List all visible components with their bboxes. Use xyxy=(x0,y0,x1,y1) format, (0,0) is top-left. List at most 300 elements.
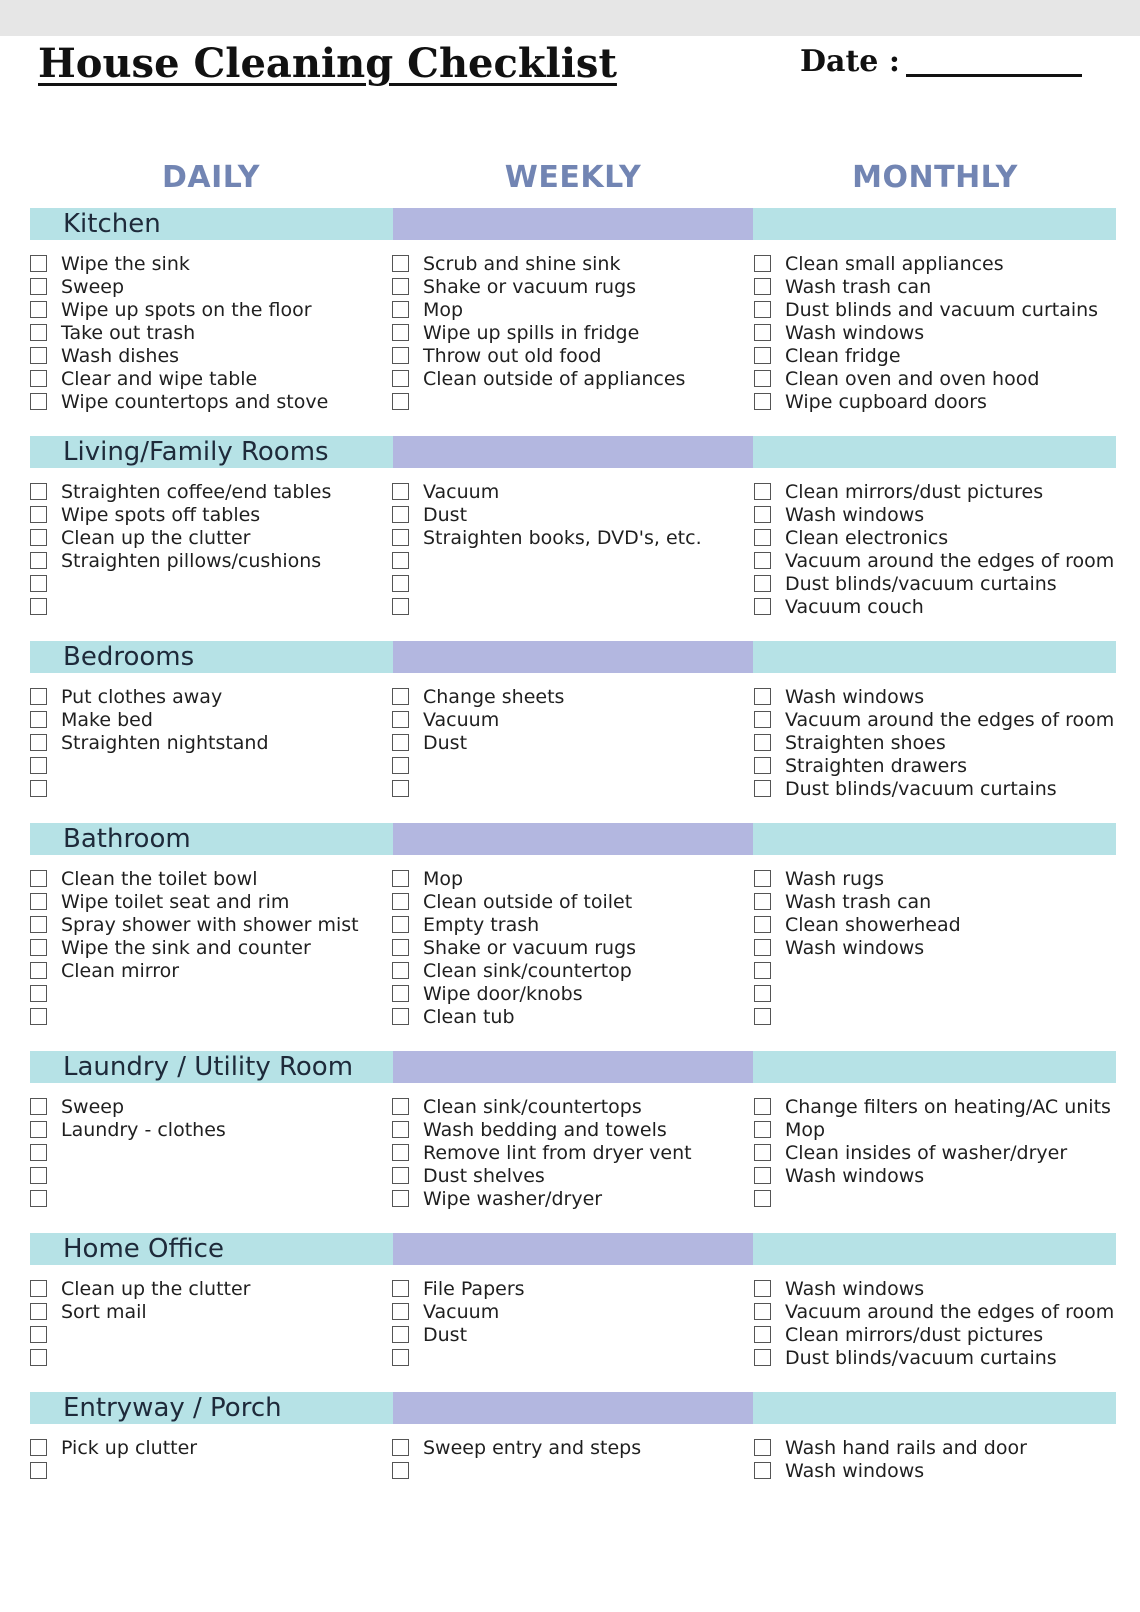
checklist-item xyxy=(392,754,754,777)
checkbox[interactable] xyxy=(754,962,771,979)
checkbox[interactable] xyxy=(754,1303,771,1320)
checklist-item xyxy=(754,390,1116,413)
section-title: Bedrooms xyxy=(63,642,195,672)
checkbox[interactable] xyxy=(392,688,409,705)
checkbox[interactable] xyxy=(392,370,409,387)
checkbox[interactable] xyxy=(30,1303,47,1320)
task-label: Straighten books, DVD's, etc. xyxy=(423,526,702,549)
checklist-item xyxy=(754,1436,1116,1459)
checklist-item xyxy=(30,1300,392,1323)
checkbox[interactable] xyxy=(30,1462,47,1479)
checklist-item xyxy=(392,1095,754,1118)
task-label: Wipe door/knobs xyxy=(423,982,583,1005)
checkbox[interactable] xyxy=(30,552,47,569)
section-header-band xyxy=(30,208,1116,240)
daily-task-list xyxy=(30,252,392,413)
section-title: Kitchen xyxy=(63,209,161,239)
checklist-item xyxy=(754,526,1116,549)
checklist-item xyxy=(392,1277,754,1300)
checkbox[interactable] xyxy=(30,278,47,295)
checklist-item xyxy=(30,890,392,913)
checklist-item xyxy=(30,777,392,800)
monthly-task-list xyxy=(754,1277,1116,1369)
checklist-item xyxy=(30,503,392,526)
checklist-item xyxy=(392,1164,754,1187)
checkbox[interactable] xyxy=(754,529,771,546)
checkbox[interactable] xyxy=(392,278,409,295)
checkbox[interactable] xyxy=(392,1008,409,1025)
task-label: Remove lint from dryer vent xyxy=(423,1141,692,1164)
task-label: Empty trash xyxy=(423,913,540,936)
task-label: Scrub and shine sink xyxy=(423,252,621,275)
checkbox[interactable] xyxy=(754,370,771,387)
checkbox[interactable] xyxy=(392,1280,409,1297)
section-title: Entryway / Porch xyxy=(63,1393,282,1423)
task-label: Clean small appliances xyxy=(785,252,1004,275)
checkbox[interactable] xyxy=(30,506,47,523)
checklist-item xyxy=(754,708,1116,731)
checklist-item xyxy=(754,367,1116,390)
checklist-item xyxy=(754,298,1116,321)
weekly-task-list xyxy=(392,252,754,413)
checkbox[interactable] xyxy=(754,278,771,295)
checkbox[interactable] xyxy=(30,1190,47,1207)
checkbox[interactable] xyxy=(30,870,47,887)
checkbox[interactable] xyxy=(30,1121,47,1138)
checkbox[interactable] xyxy=(30,916,47,933)
checklist-item xyxy=(754,572,1116,595)
checkbox[interactable] xyxy=(754,393,771,410)
checkbox[interactable] xyxy=(392,1439,409,1456)
checkbox[interactable] xyxy=(392,780,409,797)
checkbox[interactable] xyxy=(754,1167,771,1184)
checklist-item xyxy=(754,913,1116,936)
task-label: Wash windows xyxy=(785,1459,925,1482)
checklist-item xyxy=(392,708,754,731)
checklist-item xyxy=(30,913,392,936)
checklist-item xyxy=(754,890,1116,913)
checkbox[interactable] xyxy=(754,734,771,751)
checkbox[interactable] xyxy=(392,552,409,569)
checklist-item xyxy=(30,298,392,321)
checkbox[interactable] xyxy=(30,393,47,410)
task-label: Vacuum xyxy=(423,1300,500,1323)
checklist-item xyxy=(392,252,754,275)
checklist-item xyxy=(30,731,392,754)
checkbox[interactable] xyxy=(754,483,771,500)
checklist-item xyxy=(754,1300,1116,1323)
section-title: Living/Family Rooms xyxy=(63,437,329,467)
checklist-item xyxy=(392,982,754,1005)
checkbox[interactable] xyxy=(754,1144,771,1161)
checklist-item xyxy=(392,367,754,390)
checklist-item xyxy=(754,1277,1116,1300)
page-title: House Cleaning Checklist xyxy=(38,40,617,87)
section-bathroom xyxy=(30,823,1116,1028)
task-label: Clean fridge xyxy=(785,344,901,367)
checkbox[interactable] xyxy=(30,370,47,387)
task-label: Clean tub xyxy=(423,1005,515,1028)
section-title: Laundry / Utility Room xyxy=(63,1052,354,1082)
task-label: Clean mirrors/dust pictures xyxy=(785,480,1044,503)
task-label: Clean mirrors/dust pictures xyxy=(785,1323,1044,1346)
checklist-item xyxy=(30,1141,392,1164)
task-label: Vacuum xyxy=(423,708,500,731)
task-label: Wash trash can xyxy=(785,275,932,298)
task-label: Shake or vacuum rugs xyxy=(423,275,637,298)
task-label: Wipe countertops and stove xyxy=(61,390,329,413)
section-living-family-rooms xyxy=(30,436,1116,618)
checkbox[interactable] xyxy=(754,688,771,705)
checkbox[interactable] xyxy=(392,711,409,728)
checkbox[interactable] xyxy=(30,598,47,615)
checkbox[interactable] xyxy=(754,939,771,956)
task-label: Wash windows xyxy=(785,685,925,708)
daily-task-list xyxy=(30,1436,392,1482)
task-label: Clear and wipe table xyxy=(61,367,258,390)
checklist-item xyxy=(392,390,754,413)
checkbox[interactable] xyxy=(392,1326,409,1343)
checklist-item xyxy=(754,1187,1116,1210)
checkbox[interactable] xyxy=(392,893,409,910)
section-home-office xyxy=(30,1233,1116,1369)
section-header-band xyxy=(30,641,1116,673)
task-label: Clean outside of toilet xyxy=(423,890,633,913)
checklist-item xyxy=(30,252,392,275)
checkbox[interactable] xyxy=(30,529,47,546)
checklist-item xyxy=(30,1459,392,1482)
checklist-item xyxy=(754,731,1116,754)
weekly-task-list xyxy=(392,1095,754,1210)
checklist-item xyxy=(30,1346,392,1369)
checklist-item xyxy=(30,708,392,731)
task-label: Put clothes away xyxy=(61,685,223,708)
task-label: Vacuum around the edges of room xyxy=(785,708,1115,731)
monthly-task-list xyxy=(754,685,1116,800)
task-label: File Papers xyxy=(423,1277,525,1300)
checkbox[interactable] xyxy=(30,575,47,592)
checklist-item xyxy=(754,344,1116,367)
checkbox[interactable] xyxy=(392,324,409,341)
weekly-task-list xyxy=(392,1277,754,1369)
checklist-item xyxy=(392,595,754,618)
task-label: Clean sink/countertops xyxy=(423,1095,642,1118)
checklist-item xyxy=(30,344,392,367)
checklist-item xyxy=(754,1164,1116,1187)
checklist-item xyxy=(30,936,392,959)
checklist-item xyxy=(392,1436,754,1459)
checkbox[interactable] xyxy=(754,757,771,774)
checkbox[interactable] xyxy=(392,734,409,751)
section-header-band xyxy=(30,436,1116,468)
checklist-item xyxy=(30,526,392,549)
checkbox[interactable] xyxy=(30,1008,47,1025)
checklist-item xyxy=(392,1346,754,1369)
section-laundry-utility-room xyxy=(30,1051,1116,1210)
date-field xyxy=(800,44,1082,79)
checkbox[interactable] xyxy=(754,1190,771,1207)
checkbox[interactable] xyxy=(754,347,771,364)
column-headings xyxy=(30,160,1116,195)
checklist-item xyxy=(392,890,754,913)
checkbox[interactable] xyxy=(754,575,771,592)
checkbox[interactable] xyxy=(392,575,409,592)
checklist-item xyxy=(754,754,1116,777)
checkbox[interactable] xyxy=(392,1144,409,1161)
checkbox[interactable] xyxy=(392,255,409,272)
task-label: Mop xyxy=(423,298,464,321)
checklist-item xyxy=(754,1459,1116,1482)
checkbox[interactable] xyxy=(392,529,409,546)
checklist-item xyxy=(30,275,392,298)
checklist-item xyxy=(30,959,392,982)
task-label: Clean oven and oven hood xyxy=(785,367,1040,390)
checklist-item xyxy=(30,549,392,572)
task-label: Clean showerhead xyxy=(785,913,961,936)
task-label: Wash dishes xyxy=(61,344,180,367)
task-label: Vacuum couch xyxy=(785,595,924,618)
checkbox[interactable] xyxy=(30,1280,47,1297)
checkbox[interactable] xyxy=(30,1439,47,1456)
task-label: Change filters on heating/AC units xyxy=(785,1095,1111,1118)
task-label: Clean insides of washer/dryer xyxy=(785,1141,1068,1164)
task-label: Wipe cupboard doors xyxy=(785,390,987,413)
daily-task-list xyxy=(30,1095,392,1210)
checkbox[interactable] xyxy=(754,1326,771,1343)
checklist-item xyxy=(754,1346,1116,1369)
task-label: Clean the toilet bowl xyxy=(61,867,258,890)
checklist-item xyxy=(392,275,754,298)
checkbox[interactable] xyxy=(754,598,771,615)
checkbox[interactable] xyxy=(30,301,47,318)
checkbox[interactable] xyxy=(754,870,771,887)
weekly-task-list xyxy=(392,480,754,618)
checklist-item xyxy=(392,1141,754,1164)
task-label: Mop xyxy=(423,867,464,890)
task-label: Dust blinds/vacuum curtains xyxy=(785,1346,1057,1369)
task-label: Dust xyxy=(423,731,468,754)
task-label: Dust blinds and vacuum curtains xyxy=(785,298,1099,321)
task-label: Change sheets xyxy=(423,685,565,708)
task-label: Mop xyxy=(785,1118,826,1141)
checklist-item xyxy=(754,1005,1116,1028)
checklist-item xyxy=(754,685,1116,708)
checklist-item xyxy=(754,982,1116,1005)
task-label: Sweep entry and steps xyxy=(423,1436,642,1459)
date-label: Date : xyxy=(800,44,900,79)
task-label: Dust xyxy=(423,503,468,526)
checkbox[interactable] xyxy=(392,506,409,523)
checklist-item xyxy=(30,867,392,890)
task-label: Clean mirror xyxy=(61,959,180,982)
task-label: Wipe toilet seat and rim xyxy=(61,890,290,913)
checklist-item xyxy=(754,777,1116,800)
checkbox[interactable] xyxy=(30,1349,47,1366)
checkbox[interactable] xyxy=(392,1303,409,1320)
checklist-item xyxy=(392,936,754,959)
task-label: Wash windows xyxy=(785,503,925,526)
task-label: Wipe the sink xyxy=(61,252,190,275)
checkbox[interactable] xyxy=(392,1349,409,1366)
section-header-band xyxy=(30,823,1116,855)
checkbox[interactable] xyxy=(30,939,47,956)
checkbox[interactable] xyxy=(392,1190,409,1207)
checklist-item xyxy=(30,390,392,413)
checklist-item xyxy=(392,1187,754,1210)
checkbox[interactable] xyxy=(30,1167,47,1184)
checkbox[interactable] xyxy=(392,939,409,956)
checkbox[interactable] xyxy=(392,1121,409,1138)
task-label: Straighten coffee/end tables xyxy=(61,480,332,503)
checkbox[interactable] xyxy=(754,1349,771,1366)
checkbox[interactable] xyxy=(392,1098,409,1115)
task-label: Clean electronics xyxy=(785,526,949,549)
checkbox[interactable] xyxy=(754,1098,771,1115)
checklist-item xyxy=(392,298,754,321)
checkbox[interactable] xyxy=(30,985,47,1002)
column-heading-daily: DAILY xyxy=(162,160,260,195)
checkbox[interactable] xyxy=(30,1144,47,1161)
task-label: Clean up the clutter xyxy=(61,1277,251,1300)
task-label: Wash windows xyxy=(785,1277,925,1300)
checklist-item xyxy=(30,1005,392,1028)
checklist-item xyxy=(30,1164,392,1187)
checklist-item xyxy=(30,367,392,390)
checkbox[interactable] xyxy=(30,483,47,500)
task-label: Wipe up spills in fridge xyxy=(423,321,640,344)
checkbox[interactable] xyxy=(30,688,47,705)
checklist-item xyxy=(392,1005,754,1028)
checklist-item xyxy=(754,595,1116,618)
checkbox[interactable] xyxy=(392,985,409,1002)
checkbox[interactable] xyxy=(754,780,771,797)
section-header-band xyxy=(30,1392,1116,1424)
checklist-item xyxy=(30,480,392,503)
checklist-item xyxy=(754,959,1116,982)
checkbox[interactable] xyxy=(30,347,47,364)
task-label: Vacuum around the edges of room xyxy=(785,1300,1115,1323)
top-bar xyxy=(0,0,1140,36)
task-label: Dust blinds/vacuum curtains xyxy=(785,572,1057,595)
task-label: Straighten nightstand xyxy=(61,731,269,754)
checkbox[interactable] xyxy=(754,506,771,523)
checkbox[interactable] xyxy=(754,301,771,318)
checkbox[interactable] xyxy=(754,1439,771,1456)
checklist-item xyxy=(392,503,754,526)
checklist-item xyxy=(754,480,1116,503)
checkbox[interactable] xyxy=(30,711,47,728)
daily-task-list xyxy=(30,1277,392,1369)
checkbox[interactable] xyxy=(392,870,409,887)
checkbox[interactable] xyxy=(392,393,409,410)
task-label: Wash windows xyxy=(785,936,925,959)
checkbox[interactable] xyxy=(30,757,47,774)
checkbox[interactable] xyxy=(392,1462,409,1479)
checkbox[interactable] xyxy=(392,347,409,364)
task-label: Clean up the clutter xyxy=(61,526,251,549)
task-label: Straighten pillows/cushions xyxy=(61,549,322,572)
checklist-item xyxy=(392,344,754,367)
checkbox[interactable] xyxy=(754,1008,771,1025)
task-label: Clean outside of appliances xyxy=(423,367,686,390)
section-bedrooms xyxy=(30,641,1116,800)
checkbox[interactable] xyxy=(30,255,47,272)
task-label: Wash hand rails and door xyxy=(785,1436,1027,1459)
checklist-item xyxy=(30,572,392,595)
task-label: Dust shelves xyxy=(423,1164,545,1187)
monthly-task-list xyxy=(754,252,1116,413)
checklist-item xyxy=(30,1118,392,1141)
checkbox[interactable] xyxy=(754,711,771,728)
task-label: Wash bedding and towels xyxy=(423,1118,667,1141)
checklist-item xyxy=(30,1187,392,1210)
checkbox[interactable] xyxy=(754,1462,771,1479)
task-label: Vacuum around the edges of room xyxy=(785,549,1115,572)
checkbox[interactable] xyxy=(392,483,409,500)
checkbox[interactable] xyxy=(392,598,409,615)
task-label: Wipe washer/dryer xyxy=(423,1187,603,1210)
task-label: Dust blinds/vacuum curtains xyxy=(785,777,1057,800)
checkbox[interactable] xyxy=(754,893,771,910)
checklist-item xyxy=(754,275,1116,298)
checklist-item xyxy=(392,913,754,936)
checkbox[interactable] xyxy=(392,962,409,979)
checklist-item xyxy=(30,321,392,344)
checkbox[interactable] xyxy=(754,985,771,1002)
checkbox[interactable] xyxy=(30,324,47,341)
checklist-item xyxy=(30,1277,392,1300)
checkbox[interactable] xyxy=(754,1280,771,1297)
checkbox[interactable] xyxy=(392,301,409,318)
checkbox[interactable] xyxy=(30,1098,47,1115)
weekly-task-list xyxy=(392,867,754,1028)
task-label: Sweep xyxy=(61,1095,125,1118)
checkbox[interactable] xyxy=(392,757,409,774)
checkbox[interactable] xyxy=(30,893,47,910)
checklist-item xyxy=(754,1118,1116,1141)
checklist-item xyxy=(30,982,392,1005)
monthly-task-list xyxy=(754,1436,1116,1482)
checklist-item xyxy=(392,1300,754,1323)
task-label: Wash rugs xyxy=(785,867,885,890)
checklist-item xyxy=(392,959,754,982)
monthly-task-list xyxy=(754,867,1116,1028)
checkbox[interactable] xyxy=(30,962,47,979)
checkbox[interactable] xyxy=(392,916,409,933)
weekly-task-list xyxy=(392,685,754,800)
checklist-item xyxy=(392,731,754,754)
checklist-item xyxy=(754,1141,1116,1164)
checkbox[interactable] xyxy=(392,1167,409,1184)
checklist-item xyxy=(392,1323,754,1346)
checkbox[interactable] xyxy=(754,552,771,569)
date-input-line[interactable] xyxy=(906,74,1082,77)
checklist-item xyxy=(392,526,754,549)
checkbox[interactable] xyxy=(754,1121,771,1138)
checkbox[interactable] xyxy=(754,255,771,272)
checkbox[interactable] xyxy=(30,1326,47,1343)
checklist-item xyxy=(392,777,754,800)
checklist-item xyxy=(30,595,392,618)
checkbox[interactable] xyxy=(30,780,47,797)
checklist-item xyxy=(754,1095,1116,1118)
checkbox[interactable] xyxy=(754,916,771,933)
weekly-task-list xyxy=(392,1436,754,1482)
checkbox[interactable] xyxy=(754,324,771,341)
task-label: Throw out old food xyxy=(423,344,602,367)
checkbox[interactable] xyxy=(30,734,47,751)
task-label: Pick up clutter xyxy=(61,1436,198,1459)
